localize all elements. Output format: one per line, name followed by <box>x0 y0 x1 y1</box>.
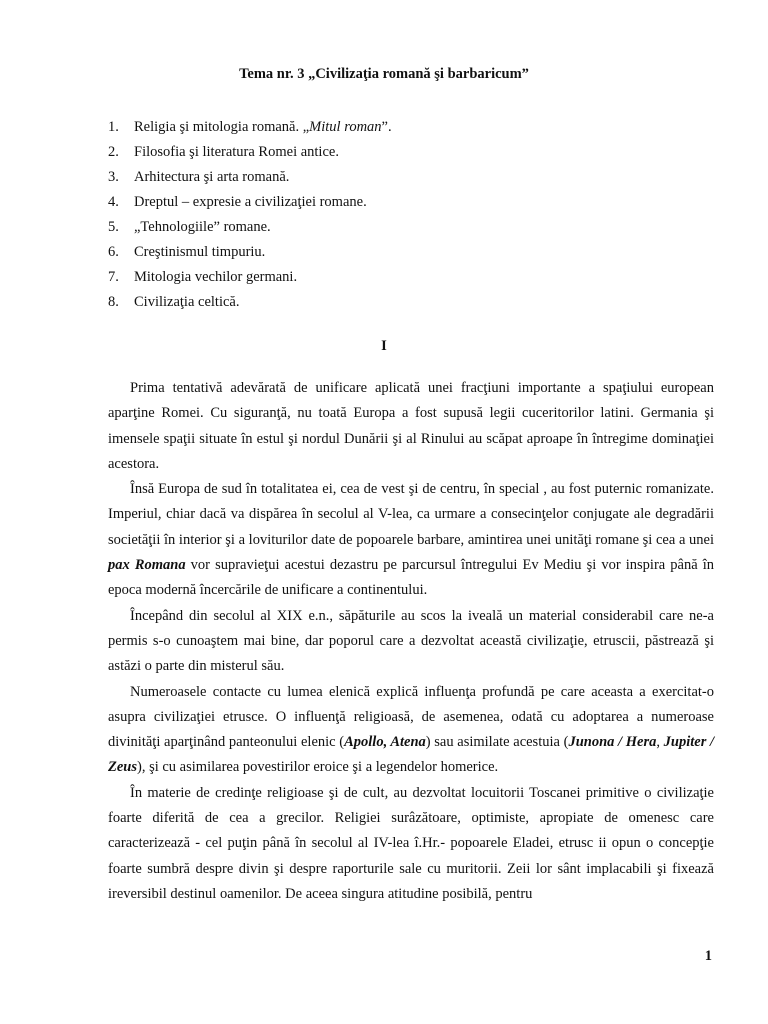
topic-item: 4. Dreptul – expresie a civilizaţiei romane. <box>108 194 367 210</box>
section-heading: I <box>381 338 387 354</box>
document-title: Tema nr. 3 „Civilizaţia romană şi barbaricum” <box>239 66 529 82</box>
page-number: 1 <box>704 948 712 964</box>
topic-item: 8. Civilizaţia celtică. <box>108 294 240 310</box>
paragraph: În materie de credinţe religioase şi de cult, au dezvoltat locuitorii Toscanei primitive o civilizaţie foarte diferită de cea a grecilor. Religiei surâzătoare, optimiste, apropiate de omenesc care caracterizează - cel puţin până în secolul al IV-lea î.Hr.- popoarele Eladei, etrusc ii opun o concepţie foarte sumbră despre divin şi despre raporturile sale cu muritorii. Zeii lor sânt implacabili şi fixează ireversibil destinul oamenilor. De aceea singura atitudine posibilă, pentru <box>108 784 714 902</box>
topic-item: 6. Creştinismul timpuriu. <box>108 244 266 260</box>
topic-item: 5. „Tehnologiile” romane. <box>108 219 271 235</box>
topic-item: 2. Filosofia şi literatura Romei antice. <box>108 144 339 160</box>
body-text <box>108 376 714 907</box>
paragraph: Însă Europa de sud în totalitatea ei, cea de vest şi de centru, în special , au fost puternic romanizate. Imperiul, chiar dacă va dispărea în secolul al V-lea, ca urmare a consecinţelor conjugate ale degradării societăţii în interior şi a loviturilor date de popoarele barbare, amintirea unei unităţi romane şi cea a unei pax Romana vor supravieţui acestui dezastru pe parcursul întregului Ev Mediu şi vor inspira până în epoca modernă încercările de unificare a continentului. <box>108 481 715 599</box>
topic-list <box>108 118 392 318</box>
topic-item: 1. Religia şi mitologia romană. „Mitul roman”. <box>108 119 392 135</box>
topic-item: 7. Mitologia vechilor germani. <box>108 269 298 285</box>
topic-item: 3. Arhitectura şi arta romană. <box>108 169 290 185</box>
paragraph: Începând din secolul al XIX e.n., săpăturile au scos la iveală un material considerabil care ne-a permis s-o cunoaştem mai bine, dar poporul care a dezvoltat această civilizaţie, etruscii, păstrează şi astăzi o parte din misterul său. <box>108 607 714 675</box>
paragraph: Numeroasele contacte cu lumea elenică explică influenţa profundă pe care aceasta a exercitat-o asupra civilizaţiei etrusce. O influenţă religioasă, de asemenea, odată cu adoptarea a numeroase divinităţi aparţinând panteonului elenic (Apollo, Atena) sau asimilate acestuia (Junona / Hera, Jupiter / Zeus), şi cu asimilarea povestirilor eroice şi a legendelor homerice. <box>108 683 715 776</box>
paragraph: Prima tentativă adevărată de unificare aplicată unei fracţiuni importante a spaţiului european aparţine Romei. Cu siguranţă, nu toată Europa a fost supusă legii cuceritorilor latini. Germania şi imensele spaţii situate în estul şi nordul Dunării şi al Rinului au scăpat aproape în întregime dominaţiei acestora. <box>108 380 714 472</box>
